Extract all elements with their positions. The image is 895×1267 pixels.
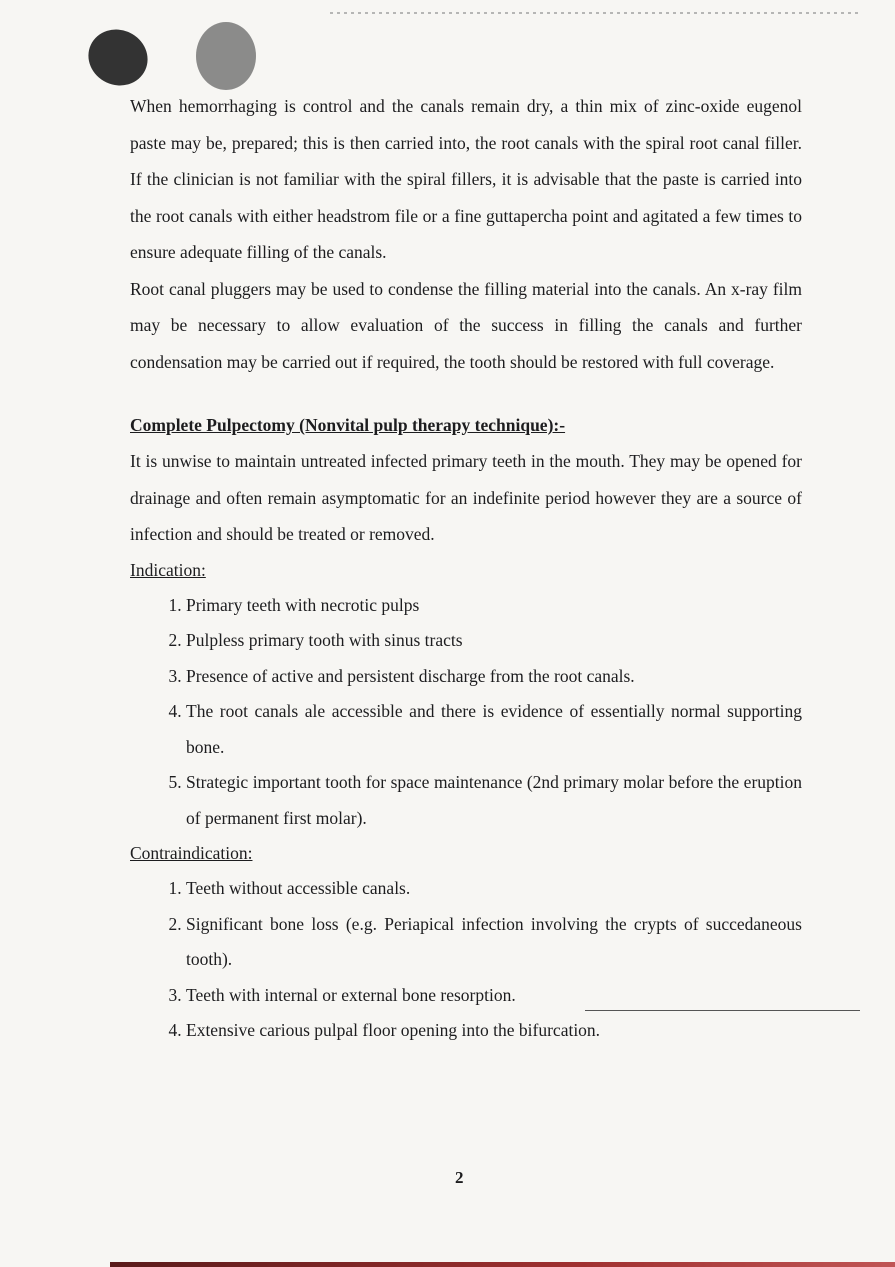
list-item: 1. Primary teeth with necrotic pulps [186, 588, 802, 624]
page-number: 2 [455, 1168, 464, 1187]
paragraph-zinc-oxide: When hemorrhaging is control and the canals remain dry, a thin mix of zinc-oxide eugenol paste may be, prepared; this is then carried into, the root canals with the spiral root canal filler. If the clinician is not familiar with the spiral fillers, it is advisable that the paste is carried into the root canals with either headstrom file or a fine guttapercha point and agitated a few times to ensure adequate filling of the canals. [130, 96, 802, 262]
list-item: 4. The root canals ale accessible and there is evidence of essentially normal supporting bone. [186, 694, 802, 765]
paragraph-root-canal-pluggers: Root canal pluggers may be used to condense the filling material into the canals. An x-ray film may be necessary to allow evaluation of the success in filling the canals and further condensation may be carried out if required, the tooth should be restored with full coverage. [130, 278, 802, 372]
list-item: 4. Extensive carious pulpal floor opening into the bifurcation. [186, 1013, 802, 1049]
section-intro: It is unwise to maintain untreated infected primary teeth in the mouth. They may be opened for drainage and often remain asymptomatic for an indefinite period however they are a source of infection and should be treated or removed. [130, 451, 802, 544]
document-body [130, 88, 802, 1049]
list-item: 1. Teeth without accessible canals. [186, 871, 802, 907]
indication-title: Indication: [130, 559, 206, 580]
indication-list [130, 588, 802, 837]
contraindication-title: Contraindication: [130, 843, 253, 863]
list-item: 3. Presence of active and persistent discharge from the root canals. [186, 659, 802, 695]
list-item: 3. Teeth with internal or external bone resorption. [186, 978, 802, 1014]
section-title: Complete Pulpectomy (Nonvital pulp therapy technique):- [130, 415, 566, 435]
list-item: 2. Pulpless primary tooth with sinus tracts [186, 623, 802, 659]
list-item: 2. Significant bone loss (e.g. Periapical infection involving the crypts of succedaneous tooth). [186, 907, 802, 978]
ink-smudge-left [79, 20, 157, 95]
contraindication-list [130, 871, 802, 1049]
list-item: 5. Strategic important tooth for space maintenance (2nd primary molar before the eruption of permanent first molar). [186, 765, 802, 836]
scan-artifact-top-line [330, 12, 860, 14]
ink-smudge-right [196, 22, 256, 90]
scan-artifact-bottom-line [110, 1262, 895, 1267]
